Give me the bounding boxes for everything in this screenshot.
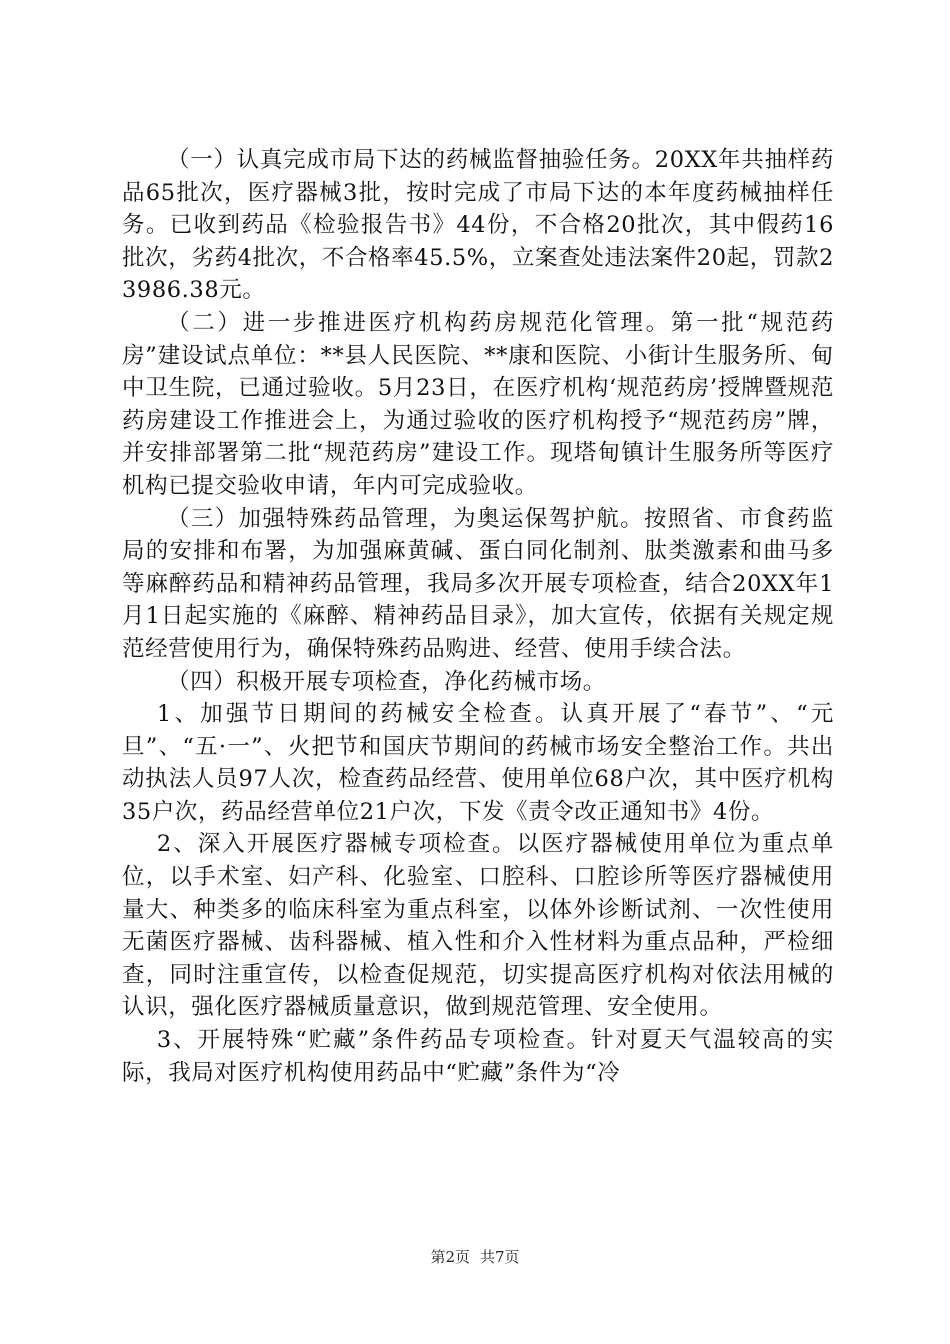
paragraph-pharmacy-standardization: （二）进一步推进医疗机构药房规范化管理。第一批“规范药房”建设试点单位：**县人民医院、**康和医院、小街计生服务所、甸中卫生院，已通过验收。5月23日，在医疗机构‘规范药房’授牌暨规范药房建设工作推进会上，为通过验收的医疗机构授予“规范药房”牌，并安排部署第二批“规范药房”建设工作。现塔甸镇计生服务所等医疗机构已提交验收申请，年内可完成验收。 <box>122 309 834 499</box>
page-footer <box>0 1247 950 1267</box>
paragraph-storage-inspection: 3、开展特殊“贮藏”条件药品专项检查。针对夏天气温较高的实际，我局对医疗机构使用药品中“贮藏”条件为“冷 <box>122 1027 834 1086</box>
paragraph-holiday-inspection: 1、加强节日期间的药械安全检查。认真开展了“春节”、“元旦”、“五·一”、火把节和国庆节期间的药械市场安全整治工作。共出动执法人员97人次，检查药品经营、使用单位68户次，其中医疗机构35户次，药品经营单位21户次，下发《责令改正通知书》4份。 <box>122 701 834 825</box>
paragraph-sampling-task: （一）认真完成市局下达的药械监督抽验任务。20XX年共抽样药品65批次，医疗器械3批，按时完成了市局下达的本年度药械抽样任务。已收到药品《检验报告书》44份，不合格20批次，其中假药16批次，劣药4批次，不合格率45.5%，立案查处违法案件20起，罚款23986.38元。 <box>122 147 834 304</box>
page-total: 共7页 <box>480 1248 520 1266</box>
paragraph-special-inspection-heading: （四）积极开展专项检查，净化药械市场。 <box>167 668 606 695</box>
page-number: 第2页 <box>430 1248 470 1266</box>
document-body <box>122 144 834 1089</box>
paragraph-special-drugs: （三）加强特殊药品管理，为奥运保驾护航。按照省、市食药监局的安排和布署，为加强麻黄碱、蛋白同化制剂、肽类激素和曲马多等麻醉药品和精神药品管理，我局多次开展专项检查，结合20XX年1月1日起实施的《麻醉、精神药品目录》，加大宣传，依据有关规定规范经营使用行为，确保特殊药品购进、经营、使用手续合法。 <box>122 505 834 662</box>
paragraph-medical-device-inspection: 2、深入开展医疗器械专项检查。以医疗器械使用单位为重点单位，以手术室、妇产科、化验室、口腔科、口腔诊所等医疗器械使用量大、种类多的临床科室为重点科室，以体外诊断试剂、一次性使用无菌医疗器械、齿科器械、植入性和介入性材料为重点品种，严检细查，同时注重宣传，以检查促规范，切实提高医疗机构对依法用械的认识，强化医疗器械质量意识，做到规范管理、安全使用。 <box>122 831 834 1021</box>
